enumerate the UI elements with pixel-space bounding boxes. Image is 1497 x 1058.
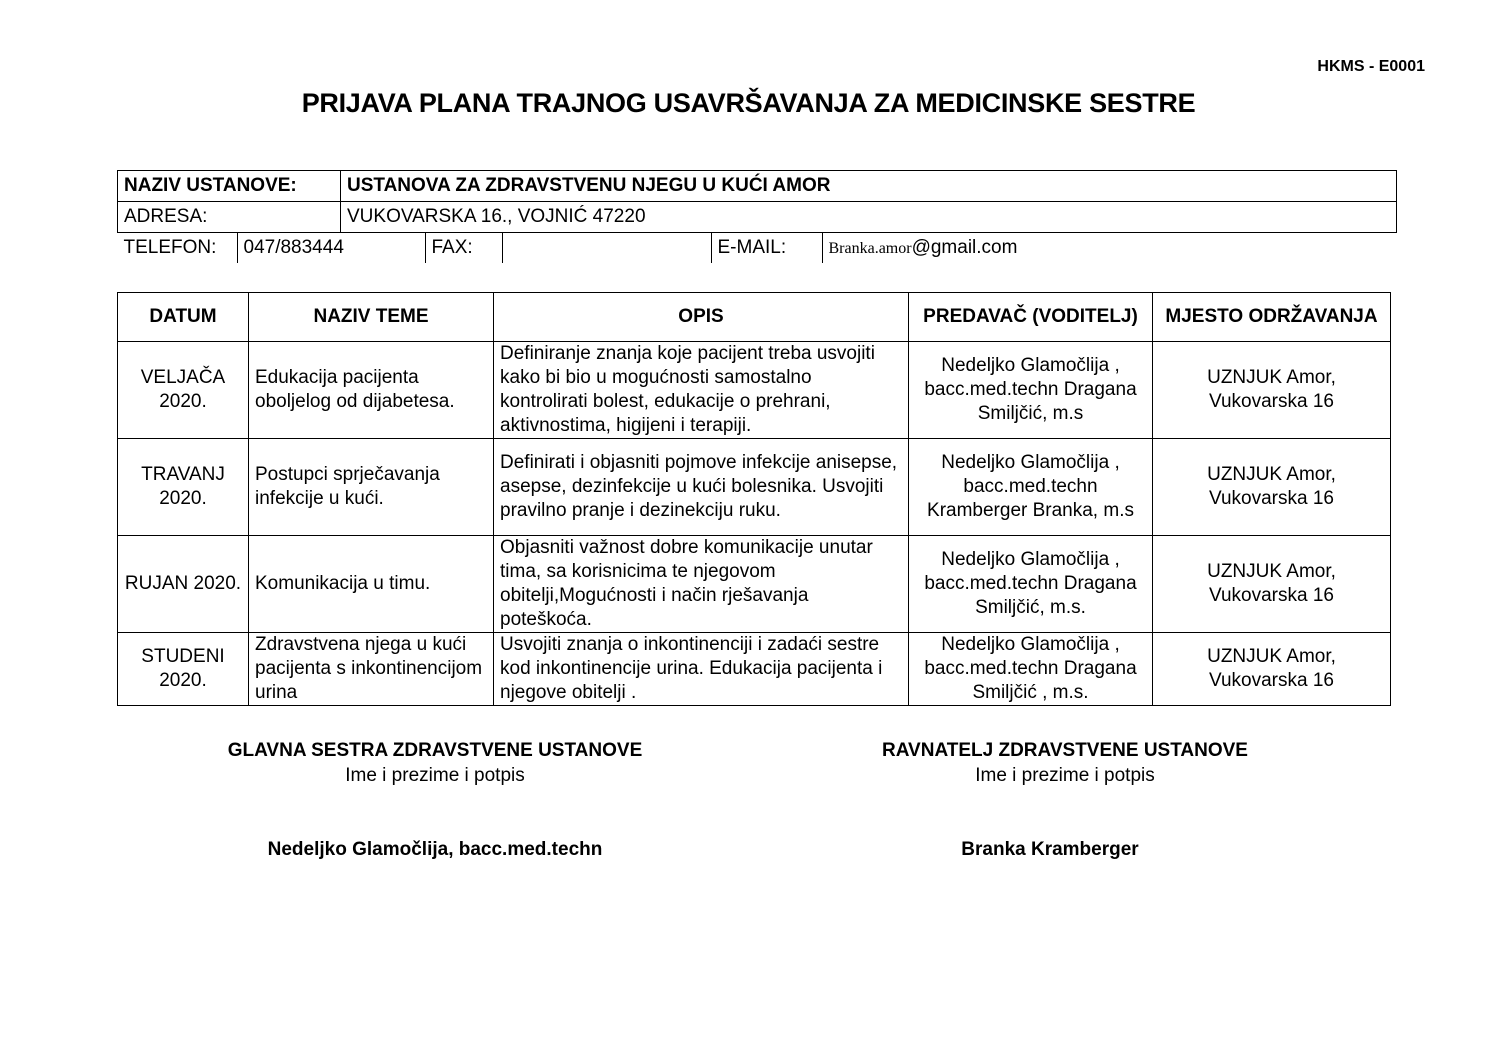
table-row bbox=[118, 439, 1391, 536]
cell-datum: VELJAČA 2020. bbox=[118, 342, 249, 439]
header-predavac: PREDAVAČ (VODITELJ) bbox=[909, 293, 1153, 342]
cell-mjesto: UZNJUK Amor, Vukovarska 16 bbox=[1153, 536, 1391, 633]
email-user: Branka.amor bbox=[828, 240, 912, 257]
institution-info-table bbox=[117, 170, 1397, 263]
cell-predavac: Nedeljko Glamočlija , bacc.med.techn Dragana Smiljčić , m.s. bbox=[909, 633, 1153, 706]
cell-mjesto: UZNJUK Amor, Vukovarska 16 bbox=[1153, 342, 1391, 439]
cell-datum: RUJAN 2020. bbox=[118, 536, 249, 633]
email-value bbox=[822, 233, 1397, 263]
cell-opis: Objasniti važnost dobre komunikacije unutar tima, sa korisnicima te njegovom obitelji,Mogućnosti i način rješavanja poteškoća. bbox=[494, 536, 909, 633]
header-datum: DATUM bbox=[118, 293, 249, 342]
head-nurse-title: GLAVNA SESTRA ZDRAVSTVENE USTANOVE bbox=[227, 740, 643, 761]
table-row bbox=[118, 536, 1391, 633]
email-domain: @gmail.com bbox=[911, 237, 1018, 258]
cell-mjesto: UZNJUK Amor, Vukovarska 16 bbox=[1153, 439, 1391, 536]
cell-opis: Definiranje znanja koje pacijent treba usvojiti kako bi bio u mogućnosti samostalno kontrolirati bolest, edukacije o prehrani, aktivnostima, higijeni i terapiji. bbox=[494, 342, 909, 439]
director-title: RAVNATELJ ZDRAVSTVENE USTANOVE bbox=[882, 740, 1248, 761]
cell-predavac: Nedeljko Glamočlija , bacc.med.techn Dragana Smiljčić, m.s. bbox=[909, 536, 1153, 633]
director-name: Branka Kramberger bbox=[961, 839, 1139, 860]
cell-datum: TRAVANJ 2020. bbox=[118, 439, 249, 536]
cell-naziv-teme: Komunikacija u timu. bbox=[249, 536, 494, 633]
cell-opis: Definirati i objasniti pojmove infekcije anisepse, asepse, dezinfekcije u kući bolesnika. Usvojiti pravilno pranje i dezinekciju ruku. bbox=[494, 439, 909, 536]
cell-mjesto: UZNJUK Amor, Vukovarska 16 bbox=[1153, 633, 1391, 706]
cell-datum: STUDENI 2020. bbox=[118, 633, 249, 706]
cell-naziv-teme: Edukacija pacijenta oboljelog od dijabetesa. bbox=[249, 342, 494, 439]
director-sub: Ime i prezime i potpis bbox=[975, 765, 1155, 786]
telefon-group bbox=[118, 233, 1397, 264]
education-plan-table bbox=[117, 292, 1391, 706]
document-code: HKMS - E0001 bbox=[1317, 58, 1425, 75]
table-row bbox=[118, 342, 1391, 439]
document-title: PRIJAVA PLANA TRAJNOG USAVRŠAVANJA ZA MEDICINSKE SESTRE bbox=[301, 88, 1196, 118]
cell-opis: Usvojiti znanja o inkontinenciji i zadaći sestre kod inkontinencije urina. Edukacija pacijenta i njegove obitelji . bbox=[494, 633, 909, 706]
cell-predavac: Nedeljko Glamočlija , bacc.med.techn Dragana Smiljčić, m.s bbox=[909, 342, 1153, 439]
signature-block-head-nurse bbox=[180, 740, 690, 787]
adresa-label: ADRESA: bbox=[118, 202, 341, 233]
plan-header-row bbox=[118, 293, 1391, 342]
cell-naziv-teme: Postupci sprječavanja infekcije u kući. bbox=[249, 439, 494, 536]
cell-naziv-teme: Zdravstvena njega u kući pacijenta s inkontinencijom urina bbox=[249, 633, 494, 706]
header-naziv-teme: NAZIV TEME bbox=[249, 293, 494, 342]
head-nurse-name: Nedeljko Glamočlija, bacc.med.techn bbox=[267, 839, 603, 860]
adresa-value: VUKOVARSKA 16., VOJNIĆ 47220 bbox=[341, 202, 1397, 233]
info-row-adresa bbox=[118, 202, 1397, 233]
fax-label: FAX: bbox=[425, 233, 502, 263]
cell-predavac: Nedeljko Glamočlija , bacc.med.techn Kramberger Branka, m.s bbox=[909, 439, 1153, 536]
header-opis: OPIS bbox=[494, 293, 909, 342]
naziv-value: USTANOVA ZA ZDRAVSTVENU NJEGU U KUĆI AMOR bbox=[341, 171, 1397, 202]
telefon-label: TELEFON: bbox=[118, 233, 238, 263]
naziv-label: NAZIV USTANOVE: bbox=[118, 171, 341, 202]
table-row bbox=[118, 633, 1391, 706]
fax-value bbox=[502, 233, 711, 263]
signature-block-director bbox=[820, 740, 1310, 787]
head-nurse-sub: Ime i prezime i potpis bbox=[345, 765, 525, 786]
email-label: E-MAIL: bbox=[711, 233, 822, 263]
info-row-contact bbox=[118, 233, 1397, 264]
telefon-value: 047/883444 bbox=[237, 233, 425, 263]
header-mjesto: MJESTO ODRŽAVANJA bbox=[1153, 293, 1391, 342]
info-row-naziv bbox=[118, 171, 1397, 202]
